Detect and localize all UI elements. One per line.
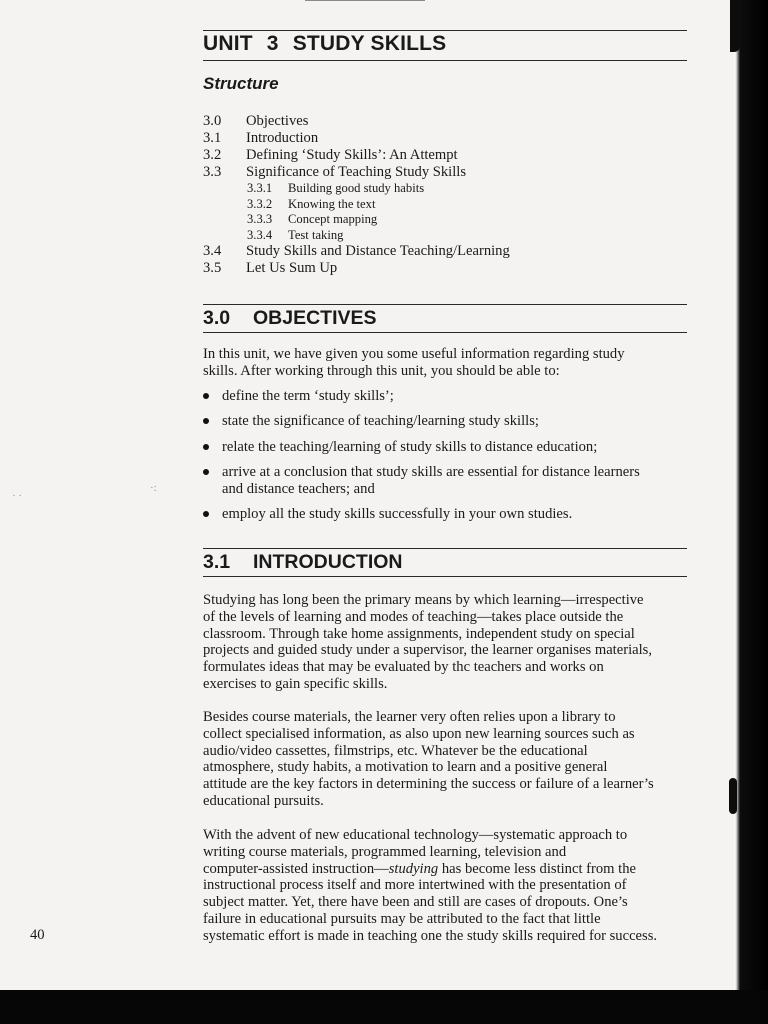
objectives-section-title: OBJECTIVES <box>253 307 377 329</box>
objective-item: define the term ‘study skills’; <box>203 388 693 405</box>
page-number: 40 <box>30 927 45 943</box>
bullet-icon <box>203 393 209 399</box>
objective-item: employ all the study skills successfully in your own studies. <box>203 506 693 523</box>
unit-label: UNIT <box>203 32 253 55</box>
objectives-section-number: 3.0 <box>203 307 231 329</box>
introduction-top-rule <box>203 548 687 549</box>
introduction-section-number: 3.1 <box>203 551 231 573</box>
scan-top-line <box>305 0 425 1</box>
introduction-paragraph-3: With the advent of new educational technology—systematic approach to writing course materials, programmed learning, television and computer-assisted instruction—studying has become less distinct from the instructional process itself and more intertwined with the presentation of subject matter. Yet, there have been and still are cases of dropouts. One’s failure in educational pursuits may be attributed to the fact that little systematic effort is made in teaching one the study skills required for success. <box>203 827 658 944</box>
introduction-paragraph-2: Besides course materials, the learner very often relies upon a library to collect specialised information, as also upon new learning sources such as audio/video cassettes, filmstrips, etc. Whatever be the educational atmosphere, study habits, a motivation to learn and a positive general attitude are the key factors in determining the success or failure of a learner’s educational pursuits. <box>203 709 654 809</box>
unit-title <box>203 32 446 56</box>
objective-item: state the significance of teaching/learning study skills; <box>203 413 693 430</box>
unit-title-text: STUDY SKILLS <box>292 32 447 55</box>
scan-speck: ·: <box>150 482 157 494</box>
introduction-heading <box>203 551 403 574</box>
objective-item: relate the teaching/learning of study skills to distance education; <box>203 439 693 456</box>
bullet-icon <box>203 511 209 517</box>
objective-item: arrive at a conclusion that study skills are essential for distance learners and distance teachers; and <box>203 464 693 498</box>
structure-heading: Structure <box>203 74 279 93</box>
unit-title-top-rule <box>203 30 687 31</box>
bullet-icon <box>203 469 209 475</box>
bullet-icon <box>203 444 209 450</box>
objectives-intro: In this unit, we have given you some useful information regarding study skills. After working through this unit, you should be able to: <box>203 346 625 379</box>
unit-number: 3 <box>266 32 279 55</box>
bullet-icon <box>203 418 209 424</box>
scan-bottom-edge <box>0 990 768 1024</box>
objectives-top-rule <box>203 304 687 305</box>
scan-speck: · · <box>12 490 23 502</box>
objectives-heading <box>203 307 377 330</box>
unit-title-bottom-rule <box>203 60 687 61</box>
emphasis-studying: studying <box>388 860 439 877</box>
introduction-bottom-rule <box>203 576 687 577</box>
introduction-paragraph-1: Studying has long been the primary means by which learning—irrespective of the levels of learning and modes of teaching—takes place outside the classroom. Through take home assignments, independent study on special projects and guided study under a supervisor, the learner organises materials, formulates ideas that may be evaluated by thc teachers and works on exercises to gain specific skills. <box>203 592 652 692</box>
objectives-list <box>203 388 693 531</box>
introduction-section-title: INTRODUCTION <box>253 551 403 573</box>
scan-page-edge <box>734 0 768 990</box>
objectives-bottom-rule <box>203 332 687 333</box>
